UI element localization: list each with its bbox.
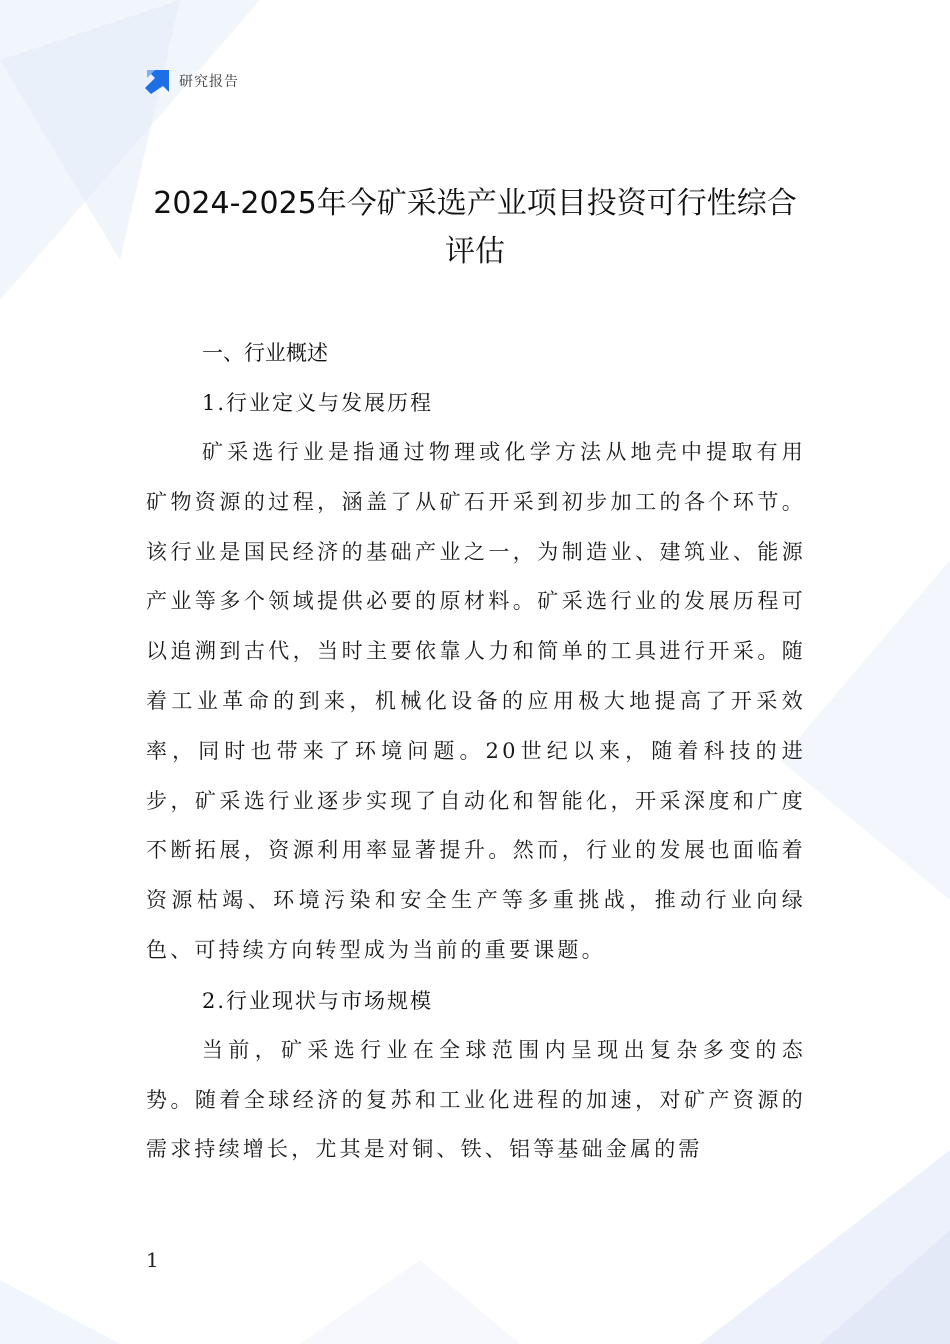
document-title: 2024-2025年今矿采选产业项目投资可行性综合评估 <box>153 186 797 269</box>
paragraph: 矿采选行业是指通过物理或化学方法从地壳中提取有用矿物资源的过程，涵盖了从矿石开采到初步加工的各个环节。该行业是国民经济的基础产业之一，为制造业、建筑业、能源产业等多个领域提供必要的原材料。矿采选行业的发展历程可以追溯到古代，当时主要依靠人力和简单的工具进行开采。随着工业革命的到来，机械化设备的应用极大地提高了开采效率，同时也带来了环境问题。20世纪以来，随着科技的进步，矿采选行业逐步实现了自动化和智能化，开采深度和广度不断拓展，资源利用率显著提升。然而，行业的发展也面临着资源枯竭、环境污染和安全生产等多重挑战，推动行业向绿色、可持续方向转型成为当前的重要课题。 <box>146 440 806 962</box>
section-heading: 一、行业概述 <box>202 341 328 365</box>
subsection-heading: 1.行业定义与发展历程 <box>202 391 434 415</box>
report-header <box>143 68 239 94</box>
document-body <box>146 328 806 1175</box>
page-number: 1 <box>146 1248 159 1272</box>
paragraph: 当前，矿采选行业在全球范围内呈现出复杂多变的态势。随着全球经济的复苏和工业化进程的加速，对矿产资源的需求持续增长，尤其是对铜、铁、铝等基础金属的需 <box>146 1037 806 1162</box>
subsection-heading: 2.行业现状与市场规模 <box>202 988 434 1013</box>
header-label: 研究报告 <box>179 74 239 90</box>
arrow-up-right-icon <box>143 68 171 94</box>
